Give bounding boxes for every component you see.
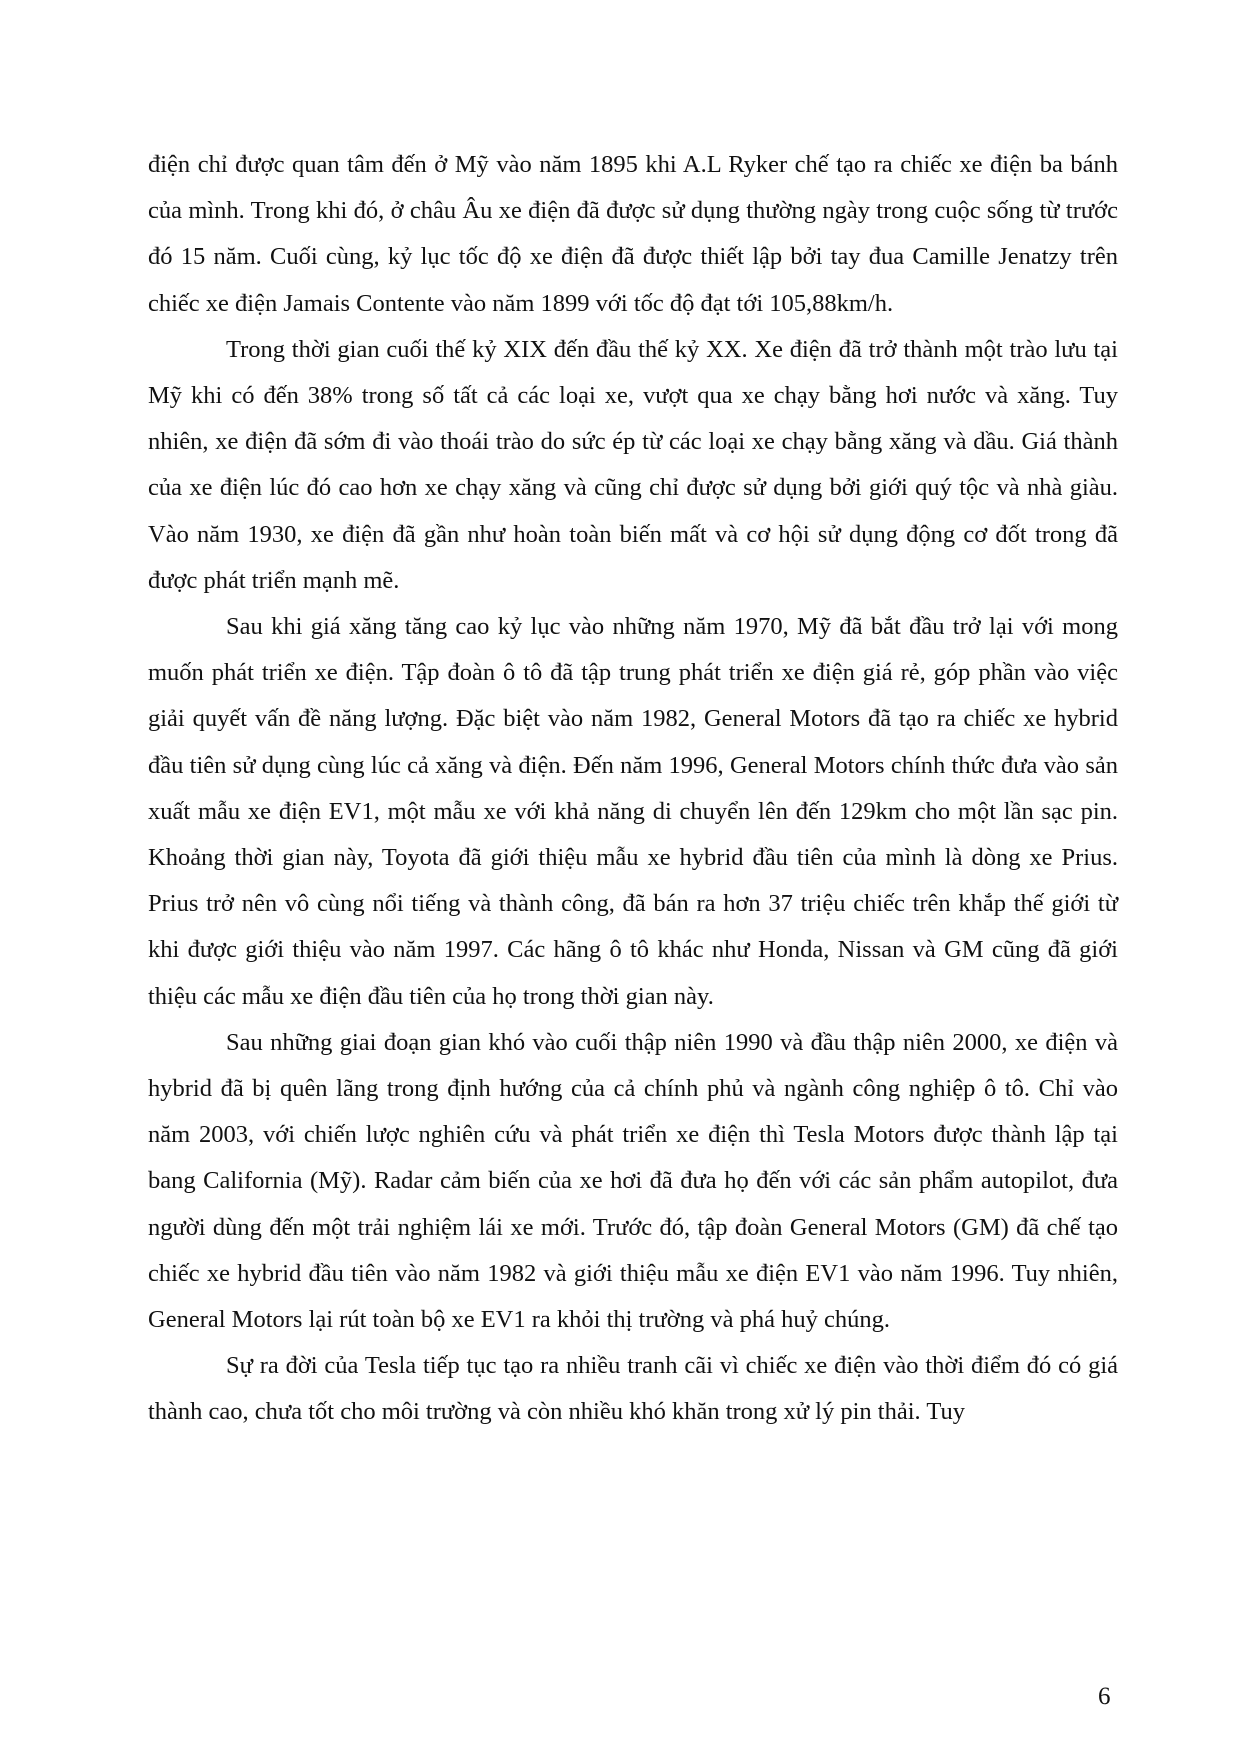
paragraph-1: điện chỉ được quan tâm đến ở Mỹ vào năm 1895 khi A.L Ryker chế tạo ra chiếc xe điện ba bánh của mình. Trong khi đó, ở châu Âu xe điện đã được sử dụng thường ngày trong cuộc sống từ trước đó 15 năm. Cuối cùng, kỷ lục tốc độ xe điện đã được thiết lập bởi tay đua Camille Jenatzy trên chiếc xe điện Jamais Contente vào năm 1899 với tốc độ đạt tới 105,88km/h. [148,151,1118,317]
page-body [148,142,1118,1436]
page-number: 6 [1098,1683,1111,1710]
paragraph-4: Sau những giai đoạn gian khó vào cuối thập niên 1990 và đầu thập niên 2000, xe điện và hybrid đã bị quên lãng trong định hướng của cả chính phủ và ngành công nghiệp ô tô. Chỉ vào năm 2003, với chiến lược nghiên cứu và phát triển xe điện thì Tesla Motors được thành lập tại bang California (Mỹ). Radar cảm biến của xe hơi đã đưa họ đến với các sản phẩm autopilot, đưa người dùng đến một trải nghiệm lái xe mới. Trước đó, tập đoàn General Motors (GM) đã chế tạo chiếc xe hybrid đầu tiên vào năm 1982 và giới thiệu mẫu xe điện EV1 vào năm 1996. Tuy nhiên, General Motors lại rút toàn bộ xe EV1 ra khỏi thị trường và phá huỷ chúng. [148,1028,1118,1334]
paragraph-5: Sự ra đời của Tesla tiếp tục tạo ra nhiều tranh cãi vì chiếc xe điện vào thời điểm đó có giá thành cao, chưa tốt cho môi trường và còn nhiều khó khăn trong xử lý pin thải. Tuy [148,1352,1118,1426]
paragraph-3: Sau khi giá xăng tăng cao kỷ lục vào những năm 1970, Mỹ đã bắt đầu trở lại với mong muốn phát triển xe điện. Tập đoàn ô tô đã tập trung phát triển xe điện giá rẻ, góp phần vào việc giải quyết vấn đề năng lượng. Đặc biệt vào năm 1982, General Motors đã tạo ra chiếc xe hybrid đầu tiên sử dụng cùng lúc cả xăng và điện. Đến năm 1996, General Motors chính thức đưa vào sản xuất mẫu xe điện EV1, một mẫu xe với khả năng di chuyển lên đến 129km cho một lần sạc pin. Khoảng thời gian này, Toyota đã giới thiệu mẫu xe hybrid đầu tiên của mình là dòng xe Prius. Prius trở nên vô cùng nổi tiếng và thành công, đã bán ra hơn 37 triệu chiếc trên khắp thế giới từ khi được giới thiệu vào năm 1997. Các hãng ô tô khác như Honda, Nissan và GM cũng đã giới thiệu các mẫu xe điện đầu tiên của họ trong thời gian này. [148,613,1118,1010]
paragraph-2: Trong thời gian cuối thế kỷ XIX đến đầu thế kỷ XX. Xe điện đã trở thành một trào lưu tại Mỹ khi có đến 38% trong số tất cả các loại xe, vượt qua xe chạy bằng hơi nước và xăng. Tuy nhiên, xe điện đã sớm đi vào thoái trào do sức ép từ các loại xe chạy bằng xăng và dầu. Giá thành của xe điện lúc đó cao hơn xe chạy xăng và cũng chỉ được sử dụng bởi giới quý tộc và nhà giàu. Vào năm 1930, xe điện đã gần như hoàn toàn biến mất và cơ hội sử dụng động cơ đốt trong đã được phát triển mạnh mẽ. [148,335,1118,594]
